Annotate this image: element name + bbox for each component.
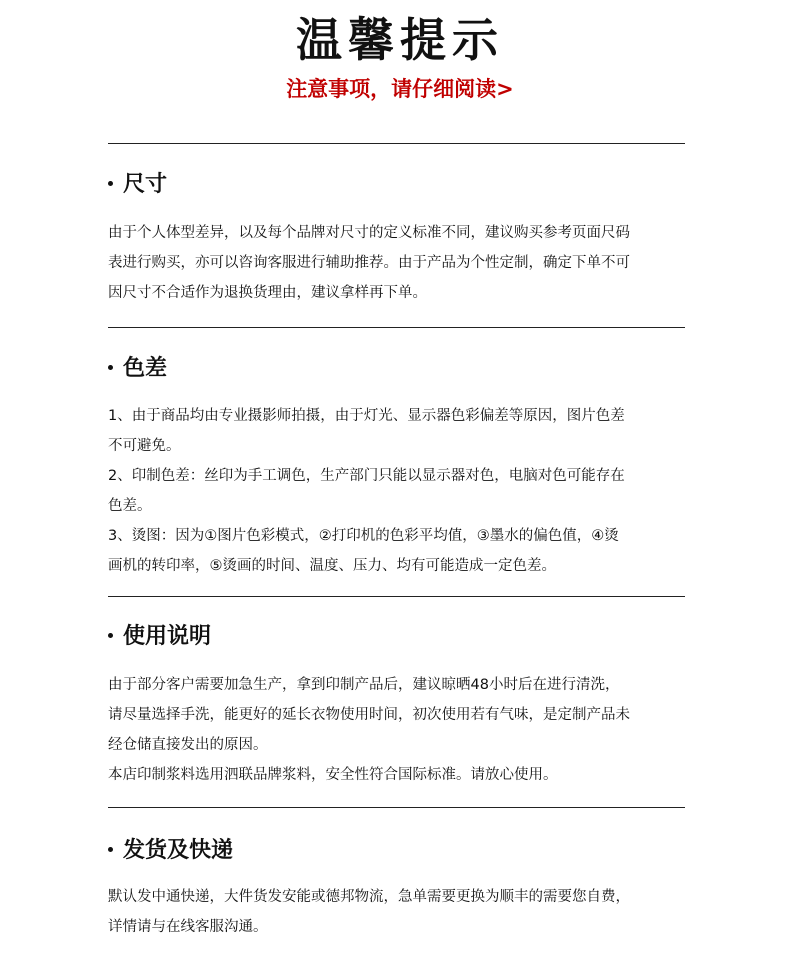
divider [108, 143, 685, 144]
section-title-text: 发货及快递 [123, 838, 234, 863]
paragraph-line: 色差。 [108, 498, 152, 514]
paragraph-line: 经仓储直接发出的原因。 [108, 737, 268, 753]
paragraph-line: 1、由于商品均由专业摄影师拍摄，由于灯光、显示器色彩偏差等原因，图片色差 [108, 408, 625, 424]
paragraph-line: 由于部分客户需要加急生产，拿到印制产品后，建议晾晒48小时后在进行清洗， [108, 677, 620, 693]
section-title-text: 使用说明 [123, 624, 212, 649]
paragraph-line: 本店印制浆料选用泗联品牌浆料，安全性符合国际标准。请放心使用。 [108, 767, 558, 783]
divider [108, 596, 685, 597]
section-title-color-difference [108, 354, 167, 384]
section-title-usage [108, 622, 211, 652]
section-title-size [108, 170, 167, 200]
paragraph-line: 表进行购买，亦可以咨询客服进行辅助推荐。由于产品为个性定制，确定下单不可 [108, 255, 630, 271]
paragraph-line: 画机的转印率，⑤烫画的时间、温度、压力、均有可能造成一定色差。 [108, 558, 556, 574]
paragraph-line: 默认发中通快递，大件货发安能或德邦物流，急单需要更换为顺丰的需要您自费， [108, 889, 630, 905]
page-title: 温馨提示 [296, 13, 504, 67]
section-body-color-difference [108, 401, 698, 581]
section-body-shipping [108, 882, 698, 942]
divider [108, 807, 685, 808]
page-subtitle: 注意事项，请仔细阅读> [286, 77, 514, 101]
bullet-icon [108, 181, 113, 186]
divider [108, 327, 685, 328]
paragraph-line: 因尺寸不合适作为退换货理由，建议拿样再下单。 [108, 285, 427, 301]
paragraph-line: 由于个人体型差异，以及每个品牌对尺寸的定义标准不同，建议购买参考页面尺码 [108, 225, 630, 241]
bullet-icon [108, 847, 113, 852]
bullet-icon [108, 365, 113, 370]
section-title-text: 色差 [123, 356, 168, 381]
section-title-shipping [108, 836, 233, 866]
paragraph-line: 2、印制色差：丝印为手工调色，生产部门只能以显示器对色，电脑对色可能存在 [108, 468, 625, 484]
paragraph-line: 3、烫图：因为①图片色彩模式，②打印机的色彩平均值，③墨水的偏色值，④烫 [108, 528, 619, 544]
paragraph-line: 详情请与在线客服沟通。 [108, 919, 268, 935]
section-title-text: 尺寸 [123, 172, 168, 197]
section-body-usage [108, 670, 698, 790]
section-body-size [108, 218, 698, 308]
paragraph-line: 不可避免。 [108, 438, 181, 454]
paragraph-line: 请尽量选择手洗，能更好的延长衣物使用时间，初次使用若有气味，是定制产品未 [108, 707, 630, 723]
bullet-icon [108, 633, 113, 638]
